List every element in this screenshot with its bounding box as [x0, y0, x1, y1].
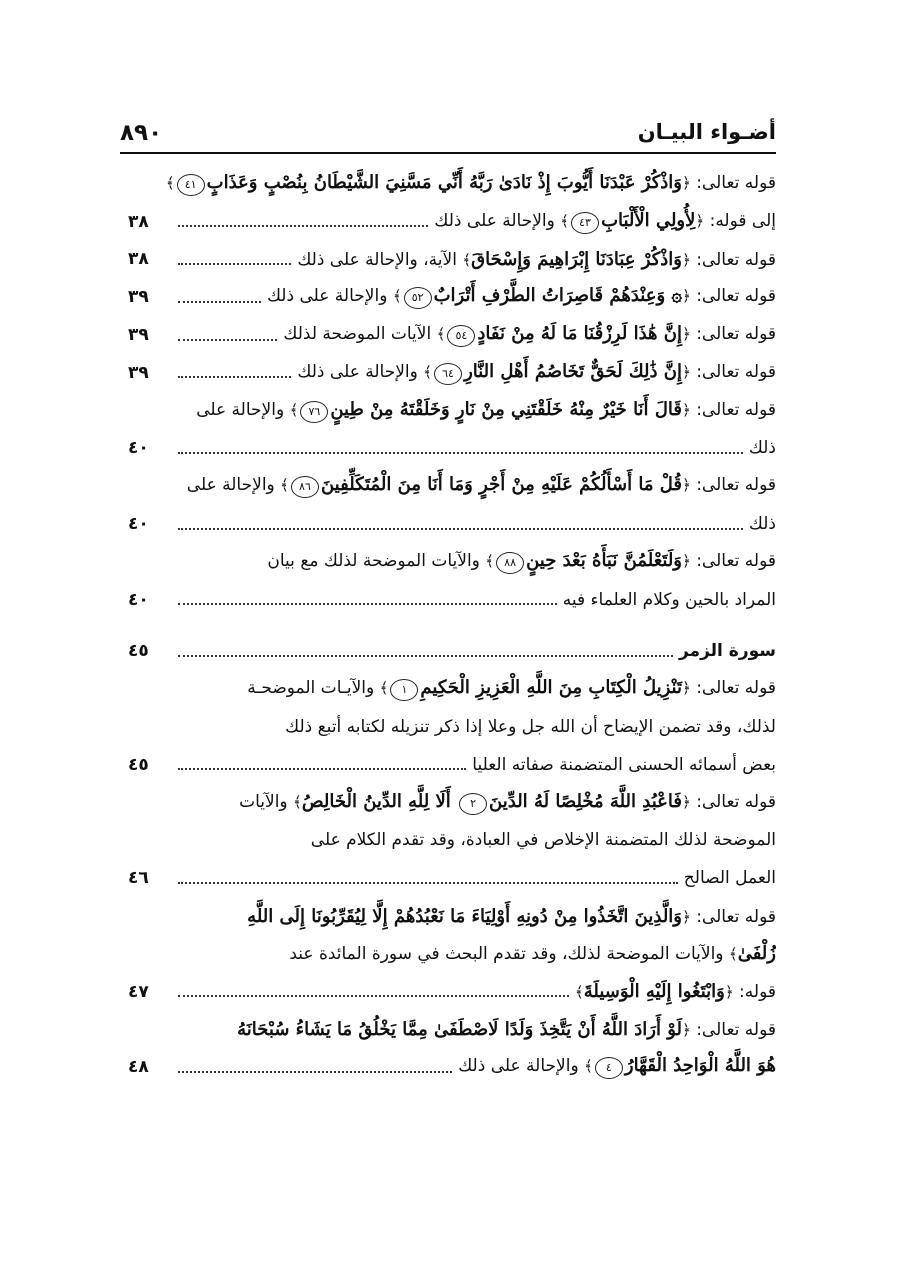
quran-verse: أَلَا لِلَّهِ الدِّينُ الْخَالِصُ [301, 790, 458, 812]
entry-text: ذلك [748, 514, 776, 535]
page-reference: ٤٨ [128, 1057, 149, 1078]
ayah-number-marker: ١ [390, 679, 418, 701]
line-text [289, 943, 776, 964]
entry-text: قوله تعالى: [690, 1019, 776, 1040]
ayah-number-marker: ٨٦ [291, 476, 319, 498]
entry-text: والآيات [239, 791, 294, 812]
toc-line [128, 241, 776, 279]
verse-bracket: ﴿ [682, 907, 691, 926]
line-text [684, 868, 776, 888]
toc-entry [128, 467, 776, 543]
entry-text: والإحالة على ذلك [297, 361, 424, 382]
ayah-number-marker: ٥٤ [447, 325, 475, 347]
toc-entry [128, 543, 776, 619]
toc-entry [128, 278, 776, 316]
quran-verse: هُوَ اللَّهُ الْوَاحِدُ الْقَهَّارُ [624, 1055, 776, 1077]
toc-line [128, 973, 776, 1011]
line-text [283, 323, 776, 347]
toc-entry [128, 897, 776, 1010]
toc-line [128, 505, 776, 543]
running-title: أضـواء البيـان [637, 120, 776, 144]
entry-text: قوله تعالى: [690, 399, 776, 420]
verse-bracket: ﴾ [728, 945, 738, 964]
entry-text: والآيـات الموضحـة [247, 678, 380, 699]
ayah-number-marker: ٢ [459, 793, 487, 815]
verse-bracket: ﴾ [574, 983, 584, 1002]
page-reference: ٤٠ [128, 589, 149, 610]
toc-line [128, 354, 776, 392]
line-text [749, 438, 776, 458]
verse-bracket: ﴿ [724, 983, 734, 1002]
line-text [267, 285, 776, 309]
line-text [187, 474, 776, 498]
toc-entry [128, 1011, 776, 1087]
toc-line [128, 430, 776, 468]
entry-text: قوله تعالى: [690, 550, 776, 571]
toc-line [128, 392, 776, 430]
entry-text: والآيات الموضحة لذلك مع بيان [267, 550, 486, 571]
toc-line [128, 203, 776, 241]
quran-verse: تَنْزِيلُ الْكِتَابِ مِنَ اللَّهِ الْعَزِيزِ الْحَكِيمِ [420, 677, 682, 699]
ayah-number-marker: ٤ [595, 1057, 623, 1079]
ayah-number-marker: ٤٣ [571, 212, 599, 234]
line-text [267, 550, 776, 574]
entry-text: قوله تعالى: [690, 172, 776, 193]
verse-bracket: ﴾ [423, 362, 433, 381]
verse-bracket: ﴾ [293, 792, 302, 811]
toc-line [128, 543, 776, 581]
toc-line [128, 1048, 776, 1086]
ayah-number-marker: ٥٢ [404, 287, 432, 309]
ayah-number-marker: ٧٦ [300, 401, 328, 423]
section-divider [128, 619, 776, 633]
line-text [247, 677, 776, 701]
quran-verse: قُلْ مَا أَسْأَلُكُمْ عَلَيْهِ مِنْ أَجْرٍ وَمَا أَنَا مِنَ الْمُتَكَلِّفِينَ [320, 474, 682, 496]
verse-bracket: ﴿ [682, 551, 691, 570]
toc-entry [128, 784, 776, 897]
verse-bracket: ﴾ [289, 400, 299, 419]
dot-leader [178, 1070, 452, 1073]
ayah-number-marker: ٨٨ [496, 552, 524, 574]
page-reference: ٣٩ [128, 325, 149, 346]
page-reference: ٤٥ [128, 754, 149, 775]
entry-text: قوله تعالى: [690, 791, 776, 812]
quran-verse: إِنَّ هَٰذَا لَرِزْقُنَا مَا لَهُ مِنْ نَفَادٍ [477, 323, 682, 345]
toc-entry [128, 165, 776, 241]
entry-text: المراد بالحين وكلام العلماء فيه [562, 589, 776, 610]
toc-line [128, 859, 776, 897]
entry-text: قوله تعالى: [690, 286, 776, 307]
line-text [196, 399, 776, 423]
verse-bracket: ﴾ [392, 287, 402, 306]
verse-bracket: ﴿ [682, 400, 691, 419]
dot-leader [178, 338, 277, 341]
toc-entry [128, 241, 776, 279]
toc-entry [128, 392, 776, 468]
dot-leader [178, 375, 291, 378]
page-number: ٨٩٠ [120, 120, 163, 146]
verse-bracket: ﴾ [462, 250, 472, 269]
section-heading-entry [128, 633, 776, 671]
toc-entry [128, 316, 776, 354]
entry-text: ذلك [748, 438, 776, 459]
entry-text: والإحالة على [186, 475, 281, 496]
page-reference: ٣٨ [128, 211, 149, 232]
toc-line [128, 822, 776, 860]
entry-text: قوله تعالى: [690, 678, 776, 699]
line-text [434, 210, 776, 234]
dot-leader [178, 654, 673, 657]
line-text [749, 514, 776, 534]
page-reference: ٤٠ [128, 514, 149, 535]
line-text [472, 755, 776, 775]
verse-bracket: ﴾ [379, 679, 389, 698]
toc-line [128, 1011, 776, 1049]
entry-text: بعض أسمائه الحسنى المتضمنة صفاته العليا [472, 754, 776, 775]
dot-leader [178, 262, 291, 265]
toc-line [128, 581, 776, 619]
quran-verse: فَاعْبُدِ اللَّهَ مُخْلِصًا لَهُ الدِّينَ [489, 790, 682, 812]
line-text [239, 791, 776, 815]
line-text [297, 361, 776, 385]
toc-line [128, 935, 776, 973]
verse-bracket: ﴿ [682, 792, 691, 811]
verse-bracket: ﴿ [682, 679, 691, 698]
dot-leader [178, 767, 466, 770]
toc-line [128, 670, 776, 708]
table-of-contents [128, 165, 776, 1086]
line-text [575, 981, 776, 1002]
line-text [563, 590, 776, 610]
verse-bracket: ﴿ [682, 173, 691, 192]
quran-verse: وَابْتَغُوا إِلَيْهِ الْوَسِيلَةَ [583, 981, 725, 1003]
surah-title: سورة الزمر [678, 641, 776, 662]
line-text [679, 641, 776, 661]
quran-verse: زُلْفَىٰ [737, 943, 776, 965]
entry-text: والإحالة على ذلك [458, 1056, 585, 1077]
toc-line [128, 708, 776, 746]
quran-verse: وَاذْكُرْ عِبَادَنَا إِبْرَاهِيمَ وَإِسْحَاقَ [471, 248, 682, 270]
toc-line [128, 897, 776, 935]
entry-text: والآيات الموضحة لذلك، وقد تقدم البحث في سورة المائدة عند [289, 944, 729, 965]
verse-bracket: ﴾ [436, 325, 446, 344]
quran-verse: لِأُولِي الْأَلْبَابِ [601, 209, 696, 231]
quran-verse: وَالَّذِينَ اتَّخَذُوا مِنْ دُونِهِ أَوْلِيَاءَ مَا نَعْبُدُهُمْ إِلَّا لِيُقَرِّبُونَا إِلَى اللَّهِ [247, 905, 682, 927]
entry-text: إلى قوله: [704, 210, 776, 231]
quran-verse: وَاذْكُرْ عَبْدَنَا أَيُّوبَ إِذْ نَادَىٰ رَبَّهُ أَنِّي مَسَّنِيَ الشَّيْطَانُ بِنُصْبٍ وَعَذَابٍ [206, 171, 682, 193]
entry-text: والإحالة على [196, 399, 290, 420]
entry-text: قوله: [733, 982, 776, 1003]
entry-text: قوله تعالى: [690, 249, 776, 270]
quran-verse: قَالَ أَنَا خَيْرٌ مِنْهُ خَلَقْتَنِي مِنْ نَارٍ وَخَلَقْتَهُ مِنْ طِينٍ [330, 398, 682, 420]
ayah-number-marker: ٤١ [177, 174, 205, 196]
line-text [311, 830, 776, 850]
toc-line [128, 784, 776, 822]
line-text [458, 1055, 776, 1079]
quran-verse: وَلَتَعْلَمُنَّ نَبَأَهُ بَعْدَ حِينٍ [526, 549, 682, 571]
line-text [166, 172, 776, 196]
quran-verse: لَوْ أَرَادَ اللَّهُ أَنْ يَتَّخِذَ وَلَدًا لَاصْطَفَىٰ مِمَّا يَخْلُقُ مَا يَشَاءُ سُبْحَانَهُ [237, 1018, 682, 1040]
toc-entry [128, 670, 776, 783]
entry-text: قوله تعالى: [690, 906, 776, 927]
verse-bracket: ﴾ [560, 211, 570, 230]
verse-bracket: ﴿ [682, 476, 691, 495]
verse-bracket: ﴾ [584, 1057, 593, 1076]
entry-text: قوله تعالى: [690, 324, 776, 345]
verse-bracket: ﴿ [682, 287, 691, 306]
entry-text: قوله تعالى: [690, 361, 776, 382]
toc-line [128, 633, 776, 671]
toc-line [128, 316, 776, 354]
toc-line [128, 165, 776, 203]
verse-bracket: ﴿ [695, 211, 705, 230]
dot-leader [178, 527, 743, 530]
toc-line [128, 278, 776, 316]
page-reference: ٣٨ [128, 249, 149, 270]
line-text [247, 906, 776, 927]
verse-bracket: ﴿ [682, 362, 691, 381]
toc-line [128, 467, 776, 505]
entry-text: قوله تعالى: [690, 475, 776, 496]
entry-text: الآيات الموضحة لذلك [283, 324, 437, 345]
verse-bracket: ﴾ [485, 551, 495, 570]
verse-bracket: ﴿ [682, 1020, 691, 1039]
line-text [285, 717, 776, 737]
line-text [237, 1019, 776, 1040]
ayah-number-marker: ٦٤ [434, 363, 462, 385]
dot-leader [178, 451, 743, 454]
line-text [297, 249, 776, 270]
dot-leader [178, 300, 261, 303]
entry-text: والإحالة على ذلك [434, 210, 561, 231]
verse-bracket: ﴿ [682, 325, 691, 344]
entry-text: والإحالة على ذلك [266, 286, 393, 307]
dot-leader [178, 881, 678, 884]
page-header [120, 112, 776, 154]
toc-line [128, 746, 776, 784]
verse-bracket: ﴾ [165, 173, 175, 192]
entry-text: العمل الصالح [683, 868, 776, 889]
page-reference: ٤٠ [128, 438, 149, 459]
page-reference: ٣٩ [128, 287, 149, 308]
page-reference: ٤٧ [128, 981, 149, 1002]
entry-text: الموضحة لذلك المتضمنة الإخلاص في العبادة، وقد تقدم الكلام على [310, 830, 776, 851]
page-reference: ٣٩ [128, 362, 149, 383]
page-reference: ٤٥ [128, 641, 149, 662]
verse-bracket: ﴾ [280, 476, 289, 495]
verse-bracket: ﴿ [682, 250, 691, 269]
page-reference: ٤٦ [128, 868, 149, 889]
quran-verse: إِنَّ ذَٰلِكَ لَحَقٌّ تَخَاصُمُ أَهْلِ النَّارِ [464, 360, 682, 382]
dot-leader [178, 994, 569, 997]
dot-leader [178, 224, 428, 227]
entry-text: الآية، والإحالة على ذلك [297, 249, 463, 270]
quran-verse: ۞ وَعِنْدَهُمْ قَاصِرَاتُ الطَّرْفِ أَتْرَابٌ [433, 285, 682, 307]
dot-leader [178, 602, 557, 605]
entry-text: لذلك، وقد تضمن الإيضاح أن الله جل وعلا إذا ذكر تنزيله لكتابه أتبع ذلك [285, 717, 776, 738]
toc-entry [128, 354, 776, 392]
